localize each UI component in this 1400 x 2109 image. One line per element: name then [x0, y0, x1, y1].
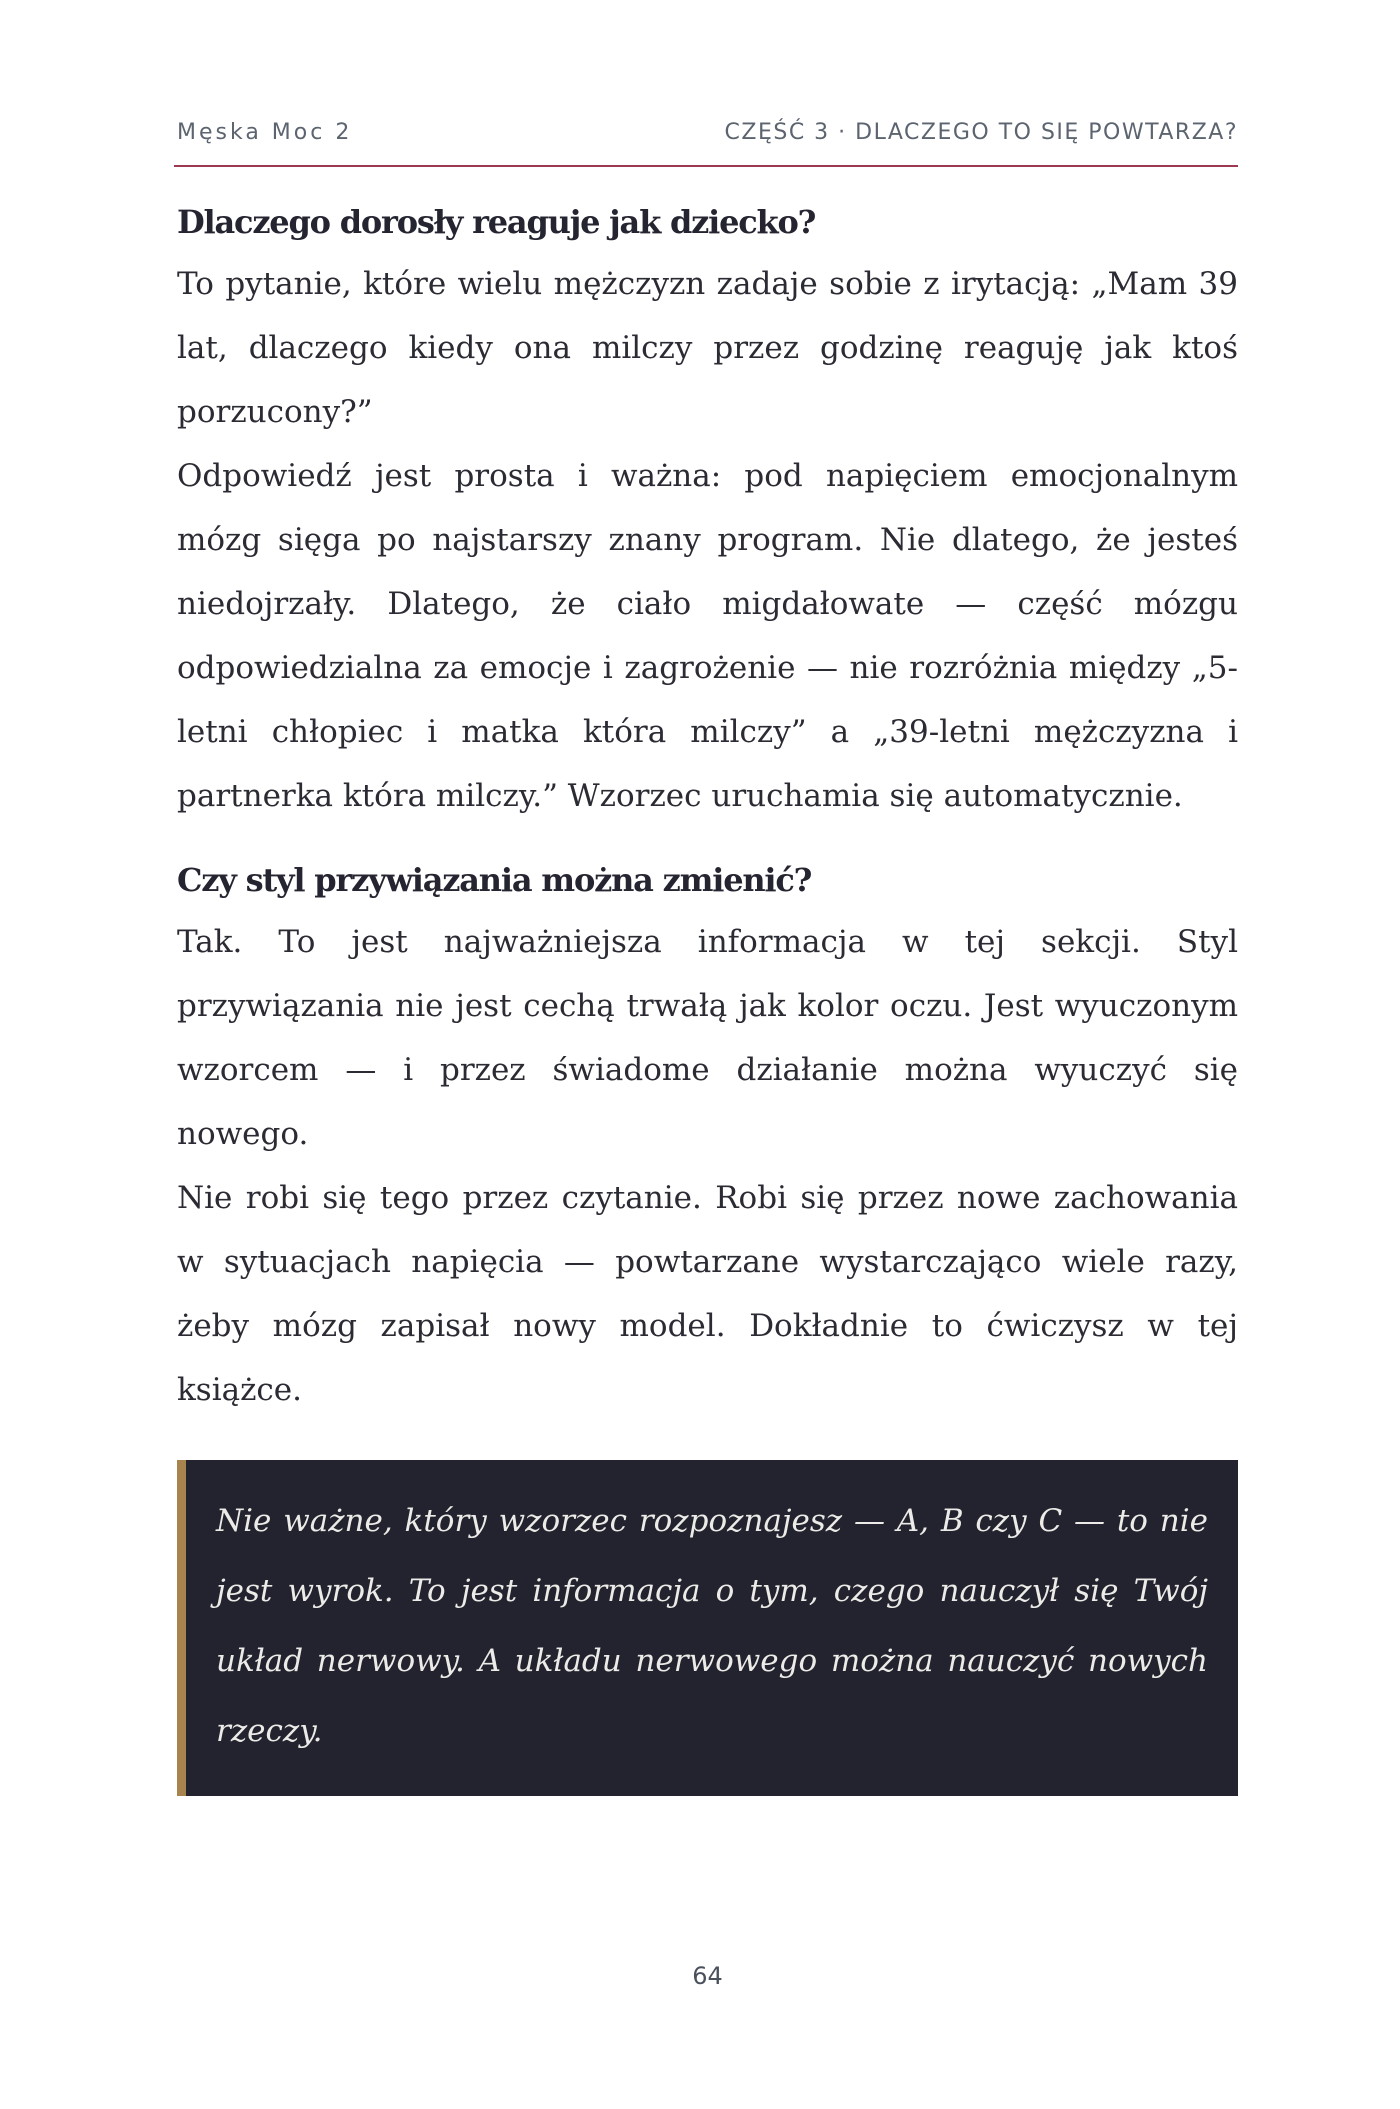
- page-content: [177, 192, 1238, 1796]
- callout-text: Nie ważne, który wzorzec rozpoznajesz — A, B czy C — to nie jest wyrok. To jest informacja o tym, czego nauczył się Twój układ nerwowy. A układu nerwowego można nauczyć nowych rzeczy.: [216, 1503, 1208, 1749]
- page-number: 64: [692, 1962, 723, 1990]
- paragraph: Nie robi się tego przez czytanie. Robi się przez nowe zachowania w sytuacjach napięcia — powtarzane wystarczająco wiele razy, żeby mózg zapisał nowy model. Dokładnie to ćwiczysz w tej książce.: [177, 1180, 1238, 1408]
- book-page: [177, 0, 1238, 2109]
- section-heading-2: Czy styl przywiązania można zmienić?: [177, 861, 812, 899]
- header-divider: [174, 165, 1238, 167]
- paragraph: Odpowiedź jest prosta i ważna: pod napięciem emocjonalnym mózg sięga po najstarszy znany program. Nie dlatego, że jesteś niedojrzały. Dlatego, że ciało migdałowate — część mózgu odpowiedzialna za emocje i zagrożenie — nie rozróżnia między „5-letni chłopiec i matka która milczy” a „39-letni mężczyzna i partnerka która milczy.” Wzorzec uruchamia się automatycznie.: [177, 458, 1238, 814]
- section-title: CZĘŚĆ 3 · DLACZEGO TO SIĘ POWTARZA?: [724, 119, 1238, 145]
- book-title: Męska Moc 2: [177, 119, 353, 145]
- paragraph: To pytanie, które wielu mężczyzn zadaje sobie z irytacją: „Mam 39 lat, dlaczego kiedy ona milczy przez godzinę reaguję jak ktoś porzucony?”: [177, 266, 1238, 430]
- running-header: [177, 112, 1238, 152]
- paragraph: Tak. To jest najważniejsza informacja w tej sekcji. Styl przywiązania nie jest cechą trwałą jak kolor oczu. Jest wyuczonym wzorcem — i przez świadome działanie można wyuczyć się nowego.: [177, 924, 1238, 1152]
- callout-box: [177, 1460, 1238, 1796]
- section-heading-1: Dlaczego dorosły reaguje jak dziecko?: [177, 203, 816, 241]
